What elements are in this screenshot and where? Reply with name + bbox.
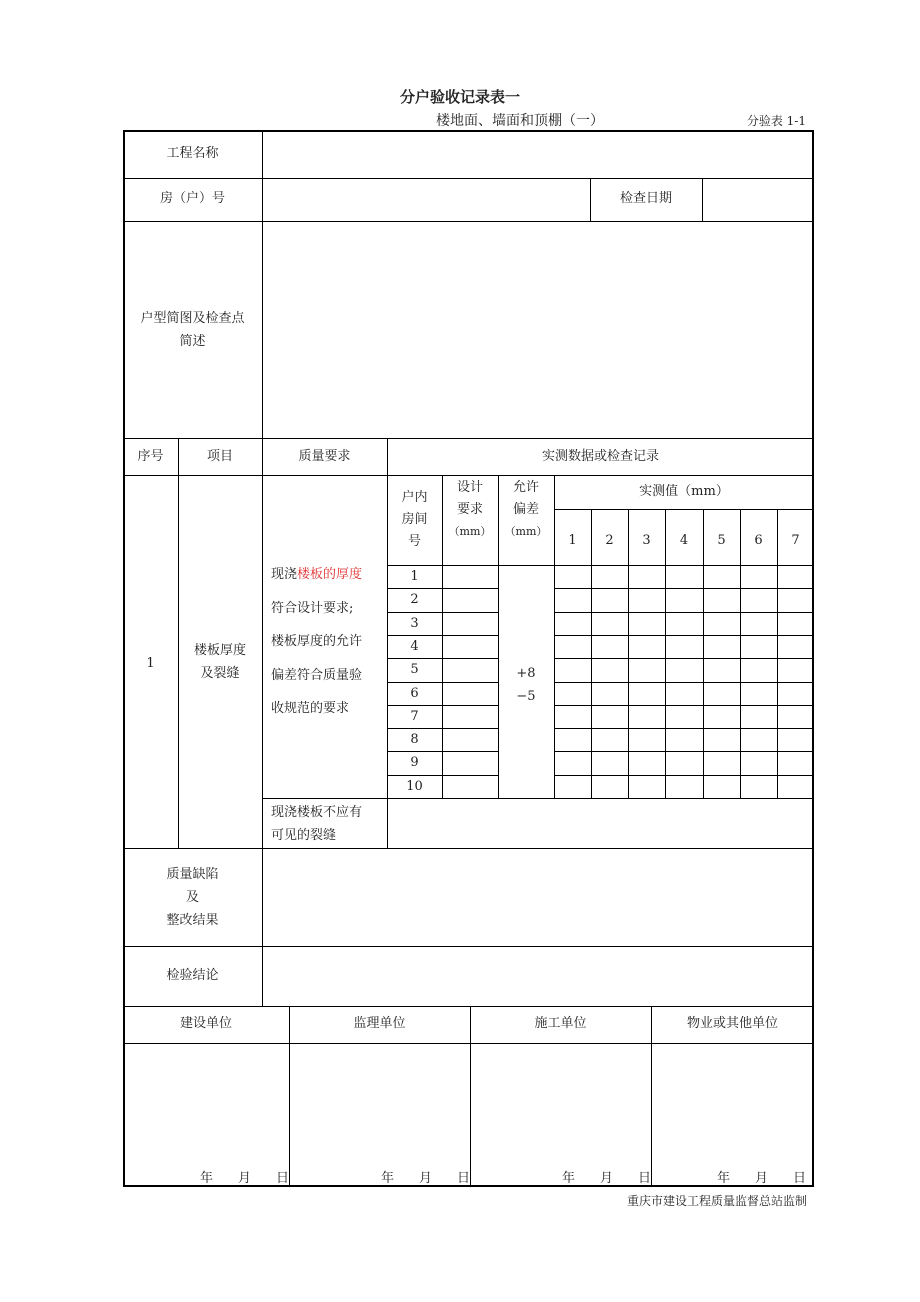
rule [554, 751, 814, 752]
month: 月 [419, 1171, 433, 1186]
layout-diagram-label [123, 307, 262, 353]
defects-label [123, 863, 262, 932]
rule [123, 438, 814, 439]
rule [554, 775, 814, 776]
actual-column-number: 1 [568, 533, 577, 548]
unit-supervision: 监理单位 [353, 1016, 406, 1031]
room-row-number: 7 [410, 709, 419, 724]
rule [554, 658, 814, 659]
requirement-highlight: 楼板的厚度 [297, 567, 363, 582]
rule [387, 565, 814, 566]
actual-column-number: 2 [605, 533, 614, 548]
room-row-number: 6 [410, 686, 419, 701]
design-column-header [442, 477, 498, 543]
measured-header: 实测数据或检查记录 [541, 449, 659, 464]
tolerance-column-header [498, 477, 554, 543]
rule [703, 509, 704, 798]
requirement-line: 符合设计要求; [271, 600, 354, 616]
tolerance-value [498, 662, 554, 708]
defects-line: 及 [185, 890, 199, 905]
header-line: 房间 [401, 512, 428, 527]
header-line: 要求 [456, 502, 483, 517]
rule [554, 705, 814, 706]
day: 日 [638, 1171, 652, 1186]
header-line: 设计 [456, 480, 483, 495]
item1-requirement [271, 558, 387, 726]
inspection-date-field[interactable] [703, 179, 813, 220]
requirement-line: 楼板厚度的允许 [271, 634, 363, 649]
layout-label-line: 简述 [179, 334, 206, 349]
year: 年 [381, 1171, 395, 1186]
year: 年 [562, 1171, 576, 1186]
room-row-number: 4 [410, 639, 419, 654]
header-line: 允许 [512, 480, 539, 495]
item-name-line: 及裂缝 [200, 666, 240, 681]
requirement-prefix: 现浇 [271, 567, 298, 582]
footer-issuer: 重庆市建设工程质量监督总站监制 [626, 1194, 807, 1208]
rule [123, 1006, 814, 1007]
actual-column-number: 3 [642, 533, 651, 548]
defects-line: 整改结果 [166, 913, 219, 928]
rule [777, 509, 778, 798]
header-line: （mm） [504, 525, 548, 538]
actual-column-number: 5 [717, 533, 726, 548]
signature-date [717, 1167, 806, 1186]
year: 年 [200, 1171, 214, 1186]
room-column-header [387, 487, 442, 553]
conclusion-label: 检验结论 [166, 968, 219, 983]
rule [665, 509, 666, 798]
form-number: 分验表 1-1 [746, 114, 806, 128]
actual-column-number: 7 [791, 533, 800, 548]
rule [740, 509, 741, 798]
month: 月 [600, 1171, 614, 1186]
conclusion-field[interactable] [263, 947, 813, 1005]
rule [628, 509, 629, 798]
rule [554, 475, 555, 798]
signature-date [200, 1167, 289, 1186]
unit-property: 物业或其他单位 [686, 1016, 778, 1031]
header-line: 偏差 [512, 502, 539, 517]
crack-requirement [271, 801, 387, 847]
rule [554, 728, 814, 729]
signature-date [381, 1167, 470, 1186]
actual-column-number: 4 [679, 533, 689, 548]
room-row-number: 3 [410, 616, 419, 631]
room-row-number: 5 [410, 662, 419, 677]
signature-date [562, 1167, 651, 1186]
defects-field[interactable] [263, 849, 813, 945]
project-name-label: 工程名称 [166, 146, 219, 161]
tolerance-plus: +8 [516, 666, 536, 681]
rule [554, 588, 814, 589]
inspection-date-label: 检查日期 [619, 191, 672, 206]
month: 月 [238, 1171, 252, 1186]
crack-line: 可见的裂缝 [271, 828, 337, 843]
rule [554, 682, 814, 683]
room-row-number: 1 [410, 569, 419, 584]
tolerance-minus: −5 [516, 689, 536, 704]
day: 日 [457, 1171, 471, 1186]
requirement-line [271, 558, 387, 592]
requirement-line: 偏差符合质量验 [271, 667, 363, 683]
layout-diagram-area[interactable] [263, 222, 813, 437]
form-subtitle: 楼地面、墙面和顶棚（一） [436, 113, 604, 129]
crack-record-field[interactable] [388, 799, 813, 847]
room-row-number: 9 [410, 755, 419, 770]
defects-line: 质量缺陷 [166, 867, 219, 882]
header-line: 户内 [401, 490, 428, 505]
rule [123, 1043, 814, 1044]
header-line: （mm） [448, 525, 492, 538]
requirement-header: 质量要求 [298, 449, 351, 464]
day: 日 [793, 1171, 807, 1186]
unit-construction: 建设单位 [179, 1016, 232, 1031]
item-name-line: 楼板厚度 [193, 643, 246, 658]
rule [123, 475, 814, 476]
item1-seq: 1 [146, 656, 155, 671]
room-number-field[interactable] [263, 179, 589, 220]
room-row-number: 10 [406, 779, 423, 794]
header-line: 号 [407, 534, 421, 549]
room-row-number: 8 [410, 732, 419, 747]
rule [554, 509, 814, 510]
item-header: 项目 [206, 449, 233, 464]
actual-column-number: 6 [754, 533, 763, 548]
year: 年 [717, 1171, 731, 1186]
room-row-number: 2 [410, 592, 419, 607]
room-number-label: 房（户）号 [159, 191, 225, 206]
layout-label-line: 户型简图及检查点 [140, 311, 245, 326]
seq-header: 序号 [137, 449, 164, 464]
rule [554, 612, 814, 613]
rule [554, 635, 814, 636]
rule [591, 509, 592, 798]
project-name-field[interactable] [263, 131, 813, 177]
actual-values-header: 实测值（mm） [639, 484, 729, 499]
crack-line: 现浇楼板不应有 [271, 805, 363, 820]
day: 日 [276, 1171, 290, 1186]
requirement-line: 收规范的要求 [271, 701, 350, 716]
month: 月 [755, 1171, 769, 1186]
item1-name [178, 639, 262, 685]
form-title: 分户验收记录表一 [399, 88, 520, 106]
unit-contractor: 施工单位 [534, 1016, 587, 1031]
